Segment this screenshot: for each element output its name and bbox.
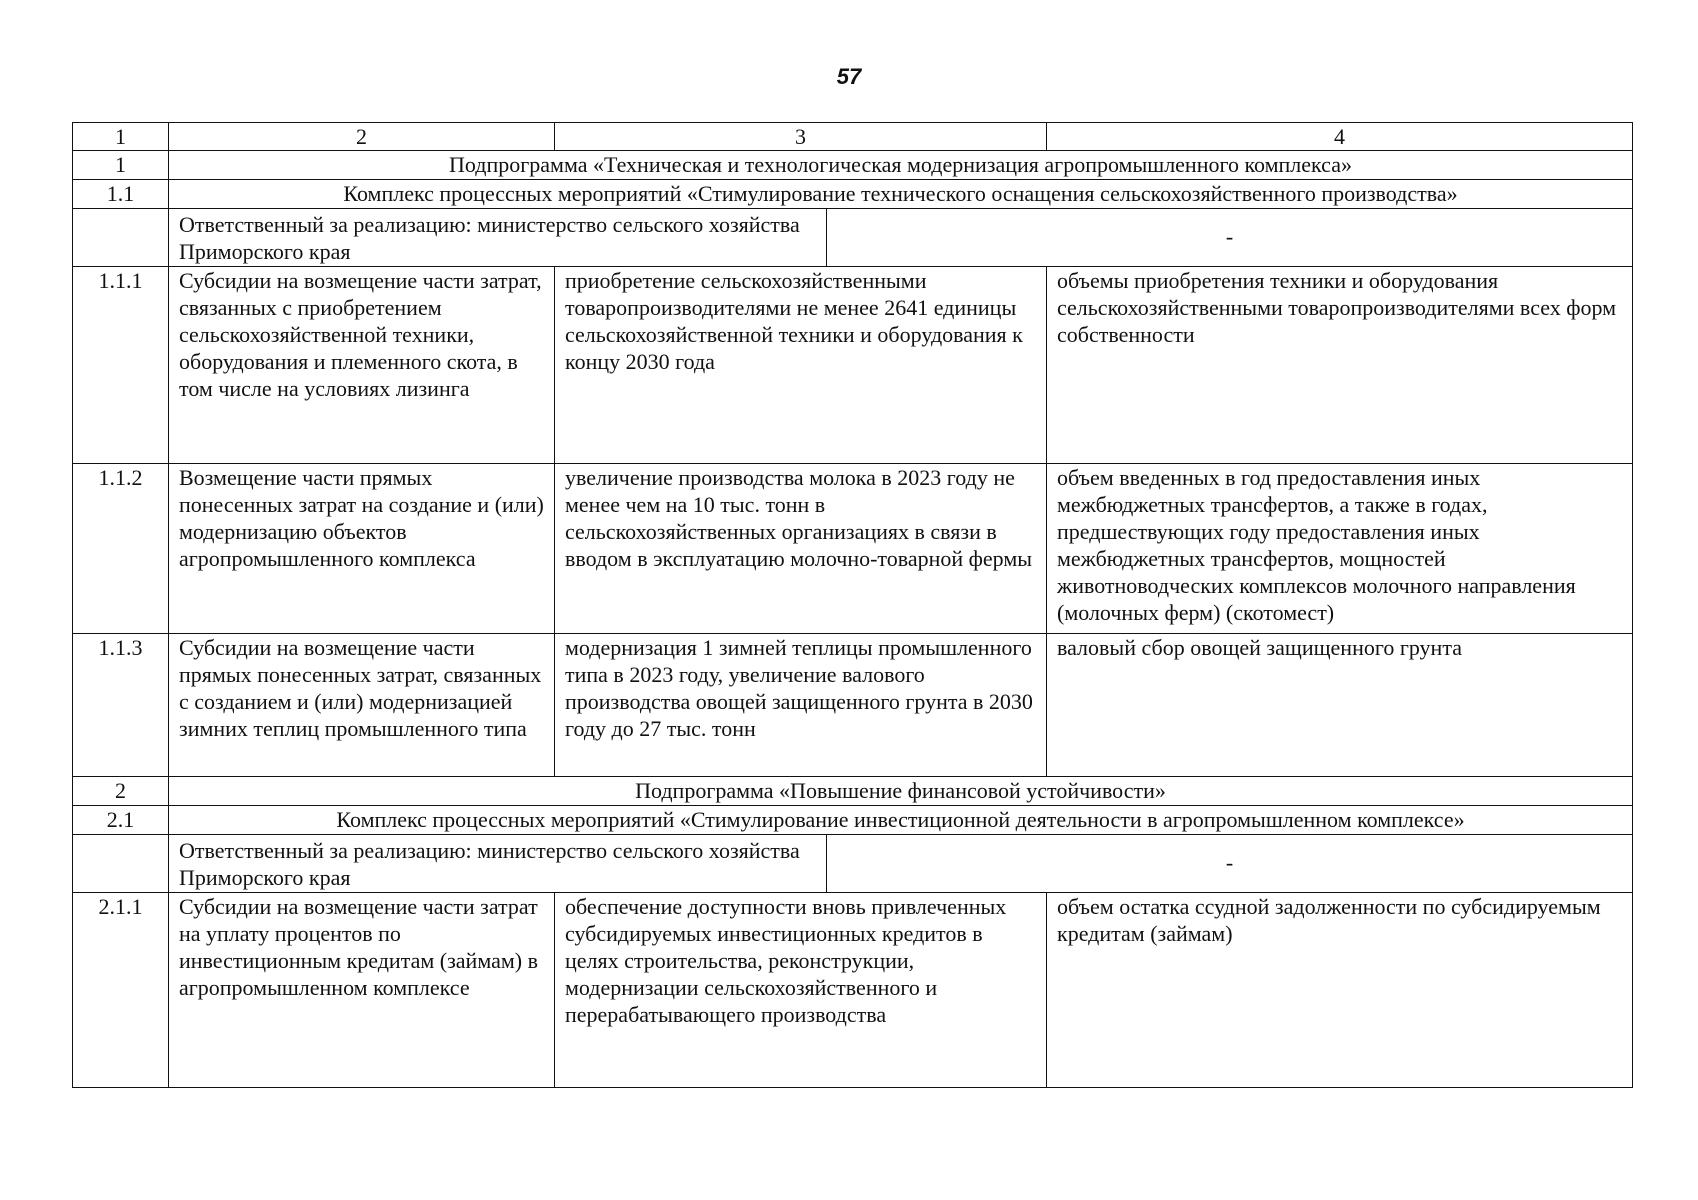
subprogram-title: Подпрограмма «Повышение финансовой устойчивости» [169,777,1633,806]
task-cell: Субсидии на возмещение части прямых понесенных затрат, связанных с созданием и (или) модернизацией зимних теплиц промышленного типа [169,634,555,777]
row-number: 1.1.2 [73,464,169,634]
responsible-row [73,209,1633,267]
column-number-1: 1 [73,123,169,151]
table-row [73,893,1633,1088]
responsible-row [73,835,1633,893]
row-number [73,835,169,893]
indicator-cell: объем остатка ссудной задолженности по субсидируемым кредитам (займам) [1047,893,1633,1088]
indicator-cell: объем введенных в год предоставления иных межбюджетных трансфертов, а также в годах, предшествующих году предоставления иных межбюджетных трансфертов, мощностей животноводческих комплексов молочного направления (молочных ферм) (скотомест) [1047,464,1633,634]
complex-title: Комплекс процессных мероприятий «Стимулирование инвестиционной деятельности в агропромышленном комплексе» [169,806,1633,835]
row-number: 1.1.1 [73,267,169,464]
column-number-3: 3 [555,123,1047,151]
effect-cell: модернизация 1 зимней теплицы промышленного типа в 2023 году, увеличение валового производства овощей защищенного грунта в 2030 году до 27 тыс. тонн [555,634,1047,777]
subprogram-title: Подпрограмма «Техническая и технологическая модернизация агропромышленного комплекса» [169,151,1633,180]
task-cell: Субсидии на возмещение части затрат, связанных с приобретением сельскохозяйственной техники, оборудования и племенного скота, в том числе на условиях лизинга [169,267,555,464]
measures-table [72,122,1633,1088]
responsible-text: Ответственный за реализацию: министерство сельского хозяйства Приморского края [169,835,827,892]
complex-title: Комплекс процессных мероприятий «Стимулирование технического оснащения сельскохозяйственного производства» [169,180,1633,209]
row-number: 1.1 [73,180,169,209]
complex-row [73,180,1633,209]
table-row [73,634,1633,777]
table-row [73,267,1633,464]
column-number-2: 2 [169,123,555,151]
column-number-4: 4 [1047,123,1633,151]
responsible-cell [169,209,1633,267]
subprogram-row [73,151,1633,180]
task-cell: Возмещение части прямых понесенных затрат на создание и (или) модернизацию объектов агропромышленного комплекса [169,464,555,634]
responsible-cell [169,835,1633,893]
row-number: 1.1.3 [73,634,169,777]
effect-cell: обеспечение доступности вновь привлеченных субсидируемых инвестиционных кредитов в целях строительства, реконструкции, модернизации сельскохозяйственного и перерабатывающего производства [555,893,1047,1088]
effect-cell: увеличение производства молока в 2023 году не менее чем на 10 тыс. тонн в сельскохозяйственных организациях в связи в вводом в эксплуатацию молочно-товарной фермы [555,464,1047,634]
page-number: 57 [836,64,862,89]
task-cell: Субсидии на возмещение части затрат на уплату процентов по инвестиционным кредитам (займам) в агропромышленном комплексе [169,893,555,1088]
column-number-row [73,123,1633,151]
table-row [73,464,1633,634]
row-number: 1 [73,151,169,180]
responsible-dash: - [1225,850,1234,875]
responsible-dash: - [1225,224,1234,249]
indicator-cell: валовый сбор овощей защищенного грунта [1047,634,1633,777]
responsible-text: Ответственный за реализацию: министерство сельского хозяйства Приморского края [169,209,827,266]
subprogram-row [73,777,1633,806]
indicator-cell: объемы приобретения техники и оборудования сельскохозяйственными товаропроизводителями всех форм собственности [1047,267,1633,464]
complex-row [73,806,1633,835]
row-number: 2.1 [73,806,169,835]
effect-cell: приобретение сельскохозяйственными товаропроизводителями не менее 2641 единицы сельскохозяйственной техники и оборудования к концу 2030 года [555,267,1047,464]
row-number: 2.1.1 [73,893,169,1088]
row-number: 2 [73,777,169,806]
row-number [73,209,169,267]
